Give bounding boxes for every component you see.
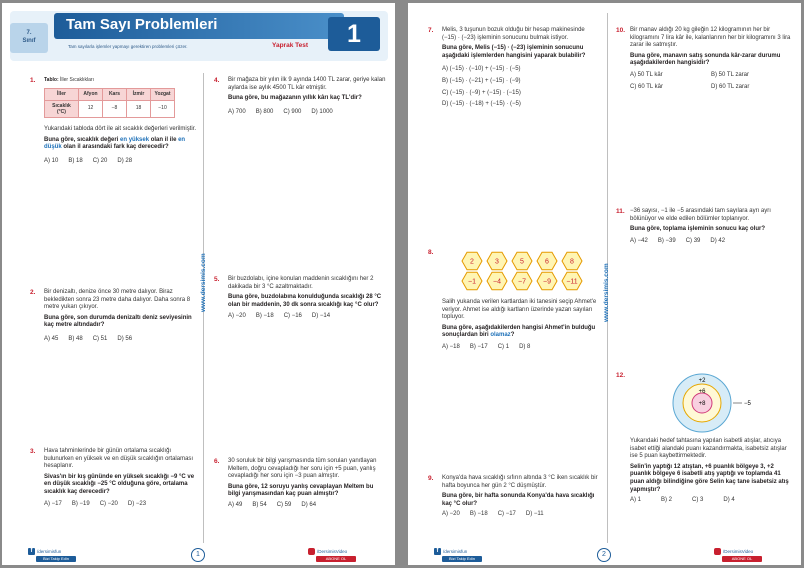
number-card-value: −1 xyxy=(468,278,476,286)
answer-option-d[interactable]: D) 1000 xyxy=(311,108,333,115)
page-number: 1 xyxy=(191,548,205,562)
question-prompt xyxy=(44,137,198,152)
answer-option-a[interactable]: A) 49 xyxy=(228,501,243,508)
question-text: Bir manav aldığı 20 kg gileğin 12 kilogramının her bir kilogramını 7 lira kâr ile, kalanlarının her bir kilogramını 3 lira zarar ile satmıştır. xyxy=(630,27,791,49)
answer-option-b[interactable]: B) 50 TL zarar xyxy=(711,71,750,78)
website-side-text: www.dersimis.com xyxy=(200,253,207,313)
question-number: 9. xyxy=(428,475,434,482)
question-number: 10. xyxy=(616,27,626,34)
question-6 xyxy=(214,458,386,510)
question-4 xyxy=(214,77,386,116)
temperature-table xyxy=(44,88,175,119)
question-7 xyxy=(428,27,600,113)
question-prompt xyxy=(442,325,600,340)
answer-option-b[interactable]: B) 54 xyxy=(252,501,267,508)
question-number: 4. xyxy=(214,77,220,84)
answer-option-a[interactable]: A) −18 xyxy=(442,343,460,350)
answer-option-c[interactable]: C) −16 xyxy=(283,313,302,320)
question-11 xyxy=(616,208,792,245)
prompt-part: ? xyxy=(510,332,515,339)
table-caption-label: Tablo: xyxy=(44,77,59,83)
target-board xyxy=(630,372,780,434)
negative-cards-row xyxy=(462,272,582,289)
answer-option-c[interactable]: C) 3 xyxy=(692,497,704,504)
table-header-cell: İller xyxy=(45,88,79,101)
question-8 xyxy=(428,249,600,352)
question-number: 8. xyxy=(428,249,434,256)
answer-option-d[interactable]: D) 8 xyxy=(519,343,531,350)
test-label: Yaprak Test xyxy=(272,42,309,49)
page-footer xyxy=(408,545,801,565)
facebook-handle[interactable]: /dersimisfun xyxy=(443,549,468,554)
question-9 xyxy=(428,475,600,519)
answer-option-b[interactable]: B) −39 xyxy=(657,237,676,244)
table-header-cell: Yozgat xyxy=(151,88,175,101)
question-number: 1. xyxy=(30,77,36,84)
number-card-value: 8 xyxy=(570,258,574,266)
question-10 xyxy=(616,27,792,95)
answer-option-c[interactable]: C) (−15) · (−9) + (−15) · (−15) xyxy=(442,89,521,96)
test-number: 1 xyxy=(328,17,380,51)
answer-option-c[interactable]: C) 51 xyxy=(92,335,108,342)
table-header-cell: İzmir xyxy=(127,88,151,101)
question-text: Melis, 3 tuşunun bozuk olduğu bir hesap makinesinde (−15) · (−23) işleminin sonucunu bulmak istiyor. xyxy=(442,27,585,41)
answer-option-c[interactable]: C) 39 xyxy=(685,237,701,244)
number-card-value: 3 xyxy=(495,258,499,266)
page-number: 2 xyxy=(597,548,611,562)
positive-cards-row xyxy=(462,252,582,269)
table-cell: −8 xyxy=(103,101,127,118)
answer-option-b[interactable]: B) 2 xyxy=(661,497,673,504)
question-number: 12. xyxy=(616,372,626,379)
question-text: 30 soruluk bir bilgi yarışmasında tüm soruları yanıtlayan Meltem, doğru cevapladığı her soru için +5 puan, yanlış cevapladığı her soru için −3 puan almıştır. xyxy=(228,458,377,480)
question-text: Bir denizaltı, denize önce 30 metre dalıyor. Biraz bekledikten sonra 23 metre daha dalıyor. Daha sonra 8 metre yukarı çıkıyor. xyxy=(44,289,191,311)
question-number: 2. xyxy=(30,289,36,296)
question-number: 6. xyxy=(214,458,220,465)
answer-option-b[interactable]: B) −19 xyxy=(71,500,90,507)
subscribe-button[interactable]: ABONE OL xyxy=(722,556,762,562)
facebook-icon[interactable]: f xyxy=(434,548,441,555)
question-text: Yukarıdaki tabloda dört ile ait sıcaklık değerleri verilmiştir. xyxy=(44,126,197,133)
question-text: Salih yukarıda verilen kartlardan iki tanesini seçip Ahmet'e veriyor. Ahmet ise aldığı kartların üzerinde yazan sayıları topluyor. xyxy=(442,299,597,321)
answer-option-d[interactable]: D) 60 TL zarar xyxy=(711,83,750,90)
question-text: Yukarıdaki hedef tahtasına yapılan isabetli atışlar, atıcıya isabet ettiği alandaki puanı kazandırmakta, isabetsiz atışlar ise 5 puan kaybettirmektedir. xyxy=(630,438,787,460)
question-text: Bir mağaza bir yılın ilk 9 ayında 1400 TL zarar, geriye kalan aylarda ise aylık 4500 TL kâr etmiştir. xyxy=(228,77,386,91)
answer-option-a[interactable]: A) 1 xyxy=(630,497,642,504)
prompt-part: Buna göre, sıcaklık değeri xyxy=(44,136,121,143)
answer-option-b[interactable]: B) −18 xyxy=(255,313,274,320)
youtube-icon[interactable] xyxy=(714,548,721,555)
question-prompt: Sivas'ın bir kış gününde en yüksek sıcaklığı −9 °C ve en düşük sıcaklığı −25 °C olduğuna göre, ortalama sıcaklık kaç derecedir? xyxy=(44,473,195,495)
question-number: 11. xyxy=(616,208,625,215)
middle-ring-score: +6 xyxy=(698,389,706,395)
question-12 xyxy=(616,372,792,505)
prompt-highlight: olamaz xyxy=(490,332,511,339)
follow-button[interactable]: Bizi Takip Edin xyxy=(442,556,482,562)
number-card-value: −11 xyxy=(566,278,578,286)
prompt-part: olan il ile xyxy=(149,136,179,143)
question-prompt: Buna göre, buzdolabına konulduğunda sıcaklığı 28 °C olan bir maddenin, 30 dk sonra sıcaklığı kaç °C olur? xyxy=(228,294,382,308)
follow-button[interactable]: Bizi Takip Edin xyxy=(36,556,76,562)
prompt-part: Buna göre, aşağıdakilerden hangisi Ahmet'in bulduğu sonuçlardan biri xyxy=(442,324,596,339)
answer-option-a[interactable]: A) 50 TL kâr xyxy=(630,71,663,78)
number-card-value: −7 xyxy=(518,278,526,286)
outside-score: −5 xyxy=(744,401,751,407)
question-prompt: Selin'in yaptığı 12 atıştan, +6 puanlık bölgeye 3, +2 puanlık bölgeye 6 isabetli atış yaptığı ve toplamda 41 puan aldığı bilindiğine göre Selin kaç tane isabetsiz atış yapmıştır? xyxy=(630,463,789,493)
answer-option-b[interactable]: B) 18 xyxy=(68,157,83,164)
question-1 xyxy=(30,77,198,166)
grade-number: 7. xyxy=(26,30,32,36)
page-subtitle: Tam sayılarla işlemler yapmayı gerektiren problemleri çözer. xyxy=(68,44,188,49)
question-2 xyxy=(30,289,198,344)
outer-ring-score: +2 xyxy=(698,378,706,384)
question-text: Konya'da hava sıcaklığı sıfırın altında 3 °C iken sıcaklık bir hafta boyunca her gün 2 °C düşmüştür. xyxy=(442,475,598,489)
answer-option-c[interactable]: C) 59 xyxy=(276,501,292,508)
number-card-value: 2 xyxy=(470,258,474,266)
answer-option-a[interactable]: A) 45 xyxy=(44,335,59,342)
number-card-value: 5 xyxy=(520,258,524,266)
page-footer xyxy=(2,545,395,565)
answer-option-d[interactable]: D) −14 xyxy=(311,313,331,320)
answer-option-b[interactable]: B) −17 xyxy=(469,343,488,350)
answer-option-a[interactable]: A) −20 xyxy=(442,511,460,518)
table-cell: 18 xyxy=(127,101,151,118)
answer-option-b[interactable]: B) (−15) · (−21) + (−15) · (−9) xyxy=(442,77,521,84)
answer-option-a[interactable]: A) −42 xyxy=(630,237,648,244)
worksheet-page-1 xyxy=(2,3,395,565)
answer-option-d[interactable]: D) 42 xyxy=(710,237,726,244)
answer-option-d[interactable]: D) 56 xyxy=(117,335,133,342)
subscribe-button[interactable]: ABONE OL xyxy=(316,556,356,562)
answer-option-a[interactable]: A) (−15) · (−10) + (−15) · (−5) xyxy=(442,66,521,73)
worksheet-page-2 xyxy=(408,3,801,565)
number-card-value: −9 xyxy=(543,278,551,286)
question-number: 7. xyxy=(428,27,434,34)
answer-option-b[interactable]: B) −18 xyxy=(469,511,488,518)
answer-option-c[interactable]: C) 900 xyxy=(283,108,302,115)
page-title: Tam Sayı Problemleri xyxy=(66,16,218,33)
table-cell: −10 xyxy=(151,101,175,118)
table-row-label: Sıcaklık (°C) xyxy=(45,101,79,118)
grade-badge xyxy=(10,23,48,53)
answer-option-a[interactable]: A) 700 xyxy=(228,108,246,115)
question-5 xyxy=(214,276,386,321)
table-cell: 12 xyxy=(79,101,103,118)
answer-option-a[interactable]: A) −17 xyxy=(44,500,62,507)
answer-option-c[interactable]: C) −20 xyxy=(99,500,118,507)
answer-option-d[interactable]: D) −11 xyxy=(525,511,544,518)
question-prompt: Buna göre, 12 soruyu yanlış cevaplayan Meltem bu bilgi yarışmasından kaç puan almıştır? xyxy=(228,483,374,498)
answer-option-b[interactable]: B) 48 xyxy=(68,335,83,342)
answer-option-b[interactable]: B) 800 xyxy=(255,108,274,115)
prompt-highlight: en düşük xyxy=(44,136,186,151)
answer-option-c[interactable]: C) −17 xyxy=(497,511,516,518)
answer-option-a[interactable]: A) 10 xyxy=(44,157,59,164)
question-number: 3. xyxy=(30,448,36,455)
question-text: Bir buzdolabı, içine konulan maddenin sıcaklığını her 2 dakikada bir 3 °C azaltmaktadır. xyxy=(228,276,374,290)
number-cards xyxy=(458,249,598,293)
table-header-cell: Kars xyxy=(103,88,127,101)
youtube-handle[interactable]: /DersimisVideo xyxy=(723,549,754,554)
answer-option-a[interactable]: A) −20 xyxy=(228,313,246,320)
grade-label: Sınıf xyxy=(22,38,36,44)
answer-option-d[interactable]: D) 64 xyxy=(301,501,317,508)
prompt-part: olan il arasındaki fark kaç derecedir? xyxy=(61,144,169,151)
answer-option-c[interactable]: C) 1 xyxy=(497,343,510,350)
inner-ring-score: +8 xyxy=(698,401,706,407)
prompt-highlight: en yüksek xyxy=(120,136,150,143)
facebook-icon[interactable]: f xyxy=(28,548,35,555)
answer-option-c[interactable]: C) 20 xyxy=(92,157,108,164)
answer-option-d[interactable]: D) (−15) · (−18) + (−15) · (−5) xyxy=(442,101,521,108)
question-prompt: Buna göre, bu mağazanın yıllık kârı kaç TL'dir? xyxy=(228,95,362,102)
number-card-value: −4 xyxy=(493,278,501,286)
table-caption: İller Sıcaklıkları xyxy=(58,77,94,83)
website-side-text: www.dersimis.com xyxy=(603,263,610,323)
table-header-cell: Afyon xyxy=(79,88,103,101)
answer-option-d[interactable]: D) 28 xyxy=(117,157,133,164)
number-card-value: 6 xyxy=(545,258,549,266)
question-prompt: Buna göre, bir hafta sonunda Konya'da hava sıcaklığı kaç °C olur? xyxy=(442,493,595,507)
question-prompt: Buna göre, manavın satış sonunda kâr-zarar durumu aşağıdakilerden hangisidir? xyxy=(630,52,781,67)
question-number: 5. xyxy=(214,276,220,283)
youtube-icon[interactable] xyxy=(308,548,315,555)
question-prompt: Buna göre, son durumda denizaltı deniz seviyesinin kaç metre altındadır? xyxy=(44,314,192,329)
question-text: Hava tahminlerinde bir günün ortalama sıcaklığı bulunurken en yüksek ve en düşük sıcaklığın ortalaması hesaplanır. xyxy=(44,448,194,470)
answer-option-c[interactable]: C) 60 TL kâr xyxy=(630,83,664,90)
question-3 xyxy=(30,448,198,508)
answer-option-d[interactable]: D) 4 xyxy=(723,497,735,504)
question-prompt: Buna göre, toplama işleminin sonucu kaç olur? xyxy=(630,226,766,233)
question-text: −36 sayısı, −1 ile −5 arasındaki tam sayılara ayrı ayrı bölünüyor ve elde edilen bölümler toplanıyor. xyxy=(630,208,771,222)
question-prompt: Buna göre, Melis (−15) · (−23) işleminin sonucunu aşağıdaki işlemlerden hangisini yaparak bulabilir? xyxy=(442,45,586,59)
youtube-handle[interactable]: /DersimisVideo xyxy=(317,549,348,554)
answer-option-d[interactable]: D) −23 xyxy=(127,500,147,507)
facebook-handle[interactable]: /dersimisfun xyxy=(37,549,62,554)
